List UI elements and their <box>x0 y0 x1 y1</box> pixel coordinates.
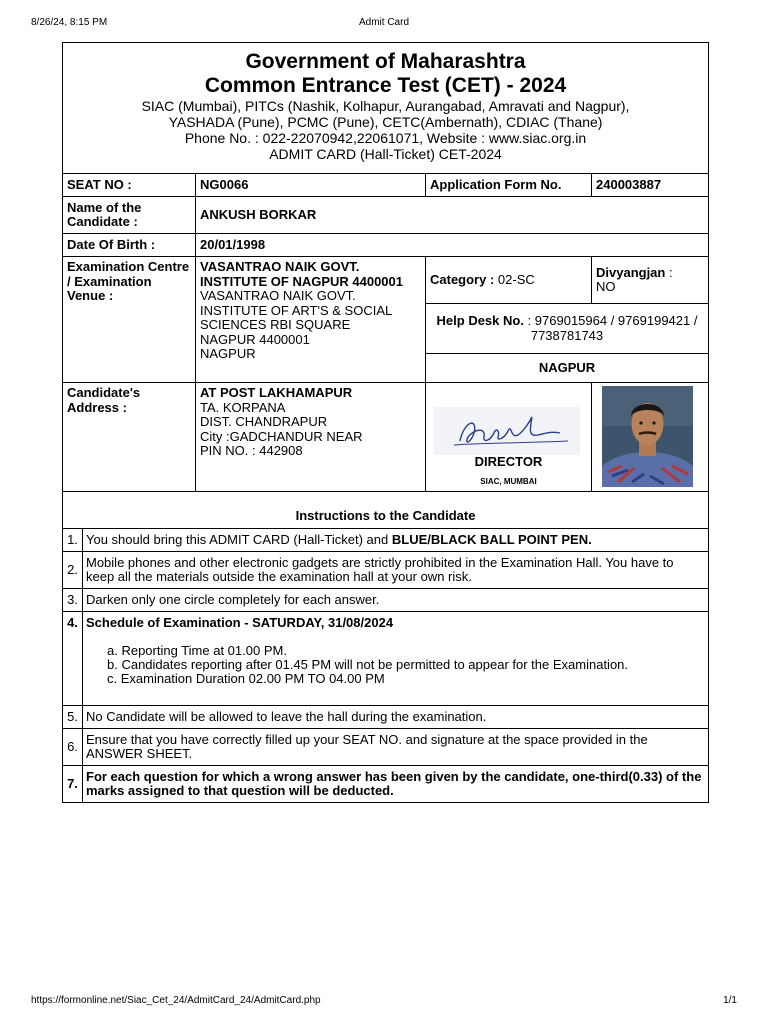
address-line: DIST. CHANDRAPUR <box>200 414 328 429</box>
exam-centre-name: VASANTRAO NAIK GOVT. INSTITUTE OF NAGPUR 4400001 <box>200 259 403 289</box>
director-label: DIRECTOR <box>474 454 543 469</box>
schedule-list <box>107 644 705 702</box>
photo-cell <box>592 383 709 492</box>
instruction-number: 2. <box>63 552 83 589</box>
instruction-number: 1. <box>63 529 83 552</box>
helpdesk-cell <box>426 304 709 354</box>
divyangjan-label: Divyangjan <box>596 264 666 280</box>
dob-label: Date Of Birth : <box>63 234 196 257</box>
schedule-item: b. Candidates reporting after 01.45 PM will not be permitted to appear for the Examination. <box>107 657 629 672</box>
instruction-text: Darken only one circle completely for each answer. <box>83 589 709 612</box>
candidate-photo-icon <box>602 386 693 487</box>
venue-line: NAGPUR <box>200 346 256 361</box>
director-signature-icon <box>434 407 580 455</box>
instruction-text: For each question for which a wrong answer has been given by the candidate, one-third(0.33) of the marks assigned to that question will be deducted. <box>83 766 709 803</box>
address-value <box>196 383 426 492</box>
instruction-row <box>63 612 709 706</box>
instruction-number: 3. <box>63 589 83 612</box>
schedule-item: c. Examination Duration 02.00 PM TO 04.00 PM <box>107 671 385 686</box>
application-form-label: Application Form No. <box>426 174 592 197</box>
address-line: AT POST LAKHAMAPUR <box>200 385 353 400</box>
instruction-number: 4. <box>63 612 83 706</box>
admit-card-header <box>63 43 709 174</box>
instruction-text: Mobile phones and other electronic gadgets are strictly prohibited in the Examination Hall. You have to keep all the materials outside the examination hall at your own risk. <box>83 552 709 589</box>
exam-city: NAGPUR <box>426 354 709 383</box>
header-admit-card-title: ADMIT CARD (Hall-Ticket) CET-2024 <box>269 146 502 162</box>
instructions-table <box>62 491 709 803</box>
instruction-schedule <box>83 612 709 706</box>
header-government: Government of Maharashtra <box>245 50 526 73</box>
schedule-heading: Schedule of Examination - SATURDAY, 31/08/2024 <box>86 615 394 630</box>
venue-line: VASANTRAO NAIK GOVT. <box>200 288 356 303</box>
instruction-row <box>63 552 709 589</box>
header-exam-title: Common Entrance Test (CET) - 2024 <box>204 74 567 97</box>
divyangjan-value: NO <box>596 279 616 294</box>
venue-line: INSTITUTE OF ART'S & SOCIAL <box>200 302 393 318</box>
instruction-number: 6. <box>63 729 83 766</box>
instruction-text <box>83 529 709 552</box>
print-url[interactable]: https://formonline.net/Siac_Cet_24/AdmitCard_24/AdmitCard.php <box>31 995 321 1006</box>
director-organisation: SIAC, MUMBAI <box>480 477 537 486</box>
instruction-text-part: You should bring this ADMIT CARD (Hall-Ticket) and <box>86 532 392 547</box>
address-label: Candidate's Address : <box>63 383 196 492</box>
dob-value: 20/01/1998 <box>196 234 709 257</box>
divyangjan-separator: : <box>668 264 673 280</box>
seat-no-value: NG0066 <box>196 174 426 197</box>
print-date: 8/26/24, 8:15 PM <box>31 17 108 28</box>
candidate-name-label: Name of the Candidate : <box>63 197 196 234</box>
admit-card-details-table <box>62 42 709 492</box>
helpdesk-label: Help Desk No. <box>436 313 524 328</box>
instruction-row <box>63 766 709 803</box>
address-line: TA. KORPANA <box>200 399 286 415</box>
category-value: 02-SC <box>497 271 535 287</box>
category-cell <box>426 257 592 304</box>
schedule-item: a. Reporting Time at 01.00 PM. <box>107 643 287 658</box>
helpdesk-value: : 9769015964 / 9769199421 / 7738781743 <box>527 313 698 343</box>
divyangjan-cell <box>592 257 709 304</box>
admit-card <box>62 42 708 803</box>
instruction-row <box>63 706 709 729</box>
address-line: PIN NO. : 442908 <box>200 443 303 458</box>
instruction-text: No Candidate will be allowed to leave the hall during the examination. <box>83 706 709 729</box>
venue-line: NAGPUR 4400001 <box>200 331 310 347</box>
seat-no-label: SEAT NO : <box>63 174 196 197</box>
instruction-text-bold: BLUE/BLACK BALL POINT PEN. <box>391 532 592 547</box>
application-form-value: 240003887 <box>592 174 709 197</box>
instruction-row <box>63 529 709 552</box>
instruction-number: 7. <box>63 766 83 803</box>
venue-line: SCIENCES RBI SQUARE <box>200 317 351 332</box>
header-contact: Phone No. : 022-22070942,22061071, Website : www.siac.org.in <box>184 130 587 146</box>
exam-centre-label: Examination Centre / Examination Venue : <box>63 257 196 383</box>
address-line: City :GADCHANDUR NEAR <box>200 428 363 444</box>
instructions-title: Instructions to the Candidate <box>63 492 709 529</box>
candidate-name-value: ANKUSH BORKAR <box>196 197 709 234</box>
print-page-number: 1/1 <box>723 995 737 1006</box>
exam-centre-value <box>196 257 426 383</box>
print-page-title: Admit Card <box>358 17 409 28</box>
category-label: Category : <box>430 271 495 287</box>
director-signature-cell <box>426 383 592 492</box>
instruction-text: Ensure that you have correctly filled up your SEAT NO. and signature at the space provided in the ANSWER SHEET. <box>83 729 709 766</box>
instruction-row <box>63 729 709 766</box>
header-organisations-1: SIAC (Mumbai), PITCs (Nashik, Kolhapur, Aurangabad, Amravati and Nagpur), <box>141 98 630 114</box>
instruction-number: 5. <box>63 706 83 729</box>
instruction-row <box>63 589 709 612</box>
header-organisations-2: YASHADA (Pune), PCMC (Pune), CETC(Ambernath), CDIAC (Thane) <box>168 114 603 130</box>
